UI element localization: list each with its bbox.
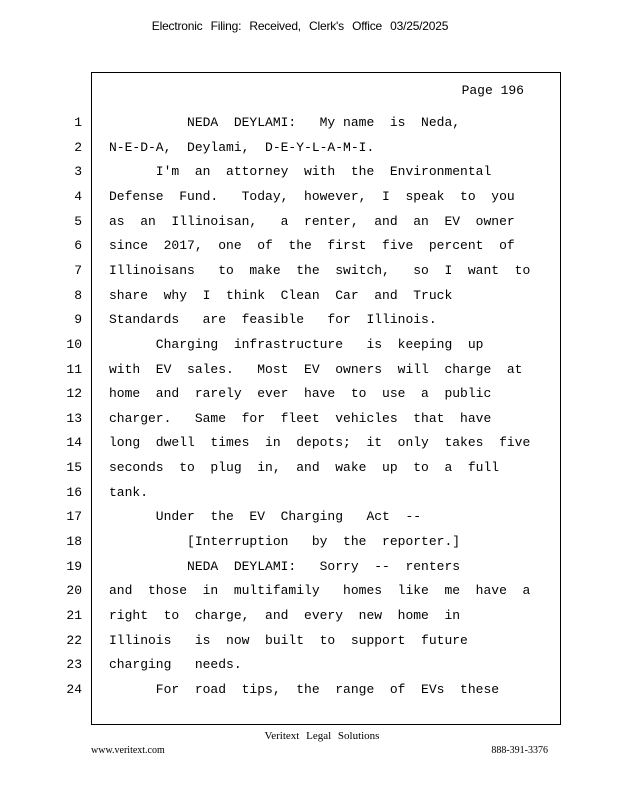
- line-number: 23: [66, 657, 82, 673]
- line-number: 5: [74, 213, 82, 229]
- line-number: 3: [74, 164, 82, 180]
- line-number: 12: [66, 386, 82, 402]
- line-number: 8: [74, 287, 82, 303]
- line-number: 17: [66, 509, 82, 525]
- line-text: Standards are feasible for Illinois.: [109, 312, 437, 328]
- footer-company: Veritext Legal Solutions: [264, 730, 380, 742]
- line-text: home and rarely ever have to use a public: [109, 386, 492, 402]
- line-number: 10: [66, 336, 82, 352]
- line-number: 24: [66, 681, 82, 697]
- line-number: 6: [74, 238, 82, 254]
- line-text: NEDA DEYLAMI: Sorry -- renters: [109, 558, 461, 574]
- footer-website: www.veritext.com: [91, 745, 165, 756]
- line-number: 2: [74, 139, 82, 155]
- line-number: 4: [74, 188, 82, 204]
- line-number: 14: [66, 435, 82, 451]
- line-number: 11: [66, 361, 82, 377]
- line-text: charging needs.: [109, 657, 242, 673]
- page-number: Page 196: [461, 83, 524, 98]
- line-text: long dwell times in depots; it only takes five: [109, 435, 531, 451]
- line-text: Defense Fund. Today, however, I speak to you: [109, 188, 515, 204]
- line-number: 15: [66, 460, 82, 476]
- line-text: I'm an attorney with the Environmental: [109, 164, 492, 180]
- filing-header: Electronic Filing: Received, Clerk's Office 03/25/2025: [151, 19, 449, 33]
- line-text: with EV sales. Most EV owners will charge at: [109, 361, 523, 377]
- line-text: Illinois is now built to support future: [109, 632, 468, 648]
- line-number: 13: [66, 410, 82, 426]
- line-text: charger. Same for fleet vehicles that have: [109, 410, 492, 426]
- line-text: and those in multifamily homes like me have a: [109, 583, 531, 599]
- line-text: For road tips, the range of EVs these: [109, 681, 500, 697]
- line-number: 9: [74, 312, 82, 328]
- line-number: 16: [66, 484, 82, 500]
- line-text: [Interruption by the reporter.]: [109, 534, 461, 550]
- line-text: Under the EV Charging Act --: [109, 509, 422, 525]
- line-number: 1: [74, 115, 82, 130]
- line-text: Charging infrastructure is keeping up: [109, 336, 484, 352]
- line-text: tank.: [109, 484, 149, 500]
- line-number: 18: [66, 534, 82, 550]
- line-text: NEDA DEYLAMI: My name is Neda,: [109, 115, 461, 130]
- line-text: seconds to plug in, and wake up to a full: [109, 460, 500, 476]
- line-text: Illinoisans to make the switch, so I want to: [109, 262, 531, 278]
- line-number: 22: [66, 632, 82, 648]
- line-text: as an Illinoisan, a renter, and an EV owner: [109, 213, 515, 229]
- line-number: 7: [74, 262, 82, 278]
- line-text: N-E-D-A, Deylami, D-E-Y-L-A-M-I.: [109, 139, 375, 155]
- footer-phone: 888-391-3376: [491, 745, 548, 756]
- line-text: share why I think Clean Car and Truck: [109, 287, 453, 303]
- line-text: right to charge, and every new home in: [109, 608, 461, 623]
- line-number: 21: [66, 608, 82, 623]
- line-text: since 2017, one of the first five percent of: [109, 238, 515, 254]
- line-number: 20: [66, 583, 82, 599]
- line-number: 19: [66, 558, 82, 574]
